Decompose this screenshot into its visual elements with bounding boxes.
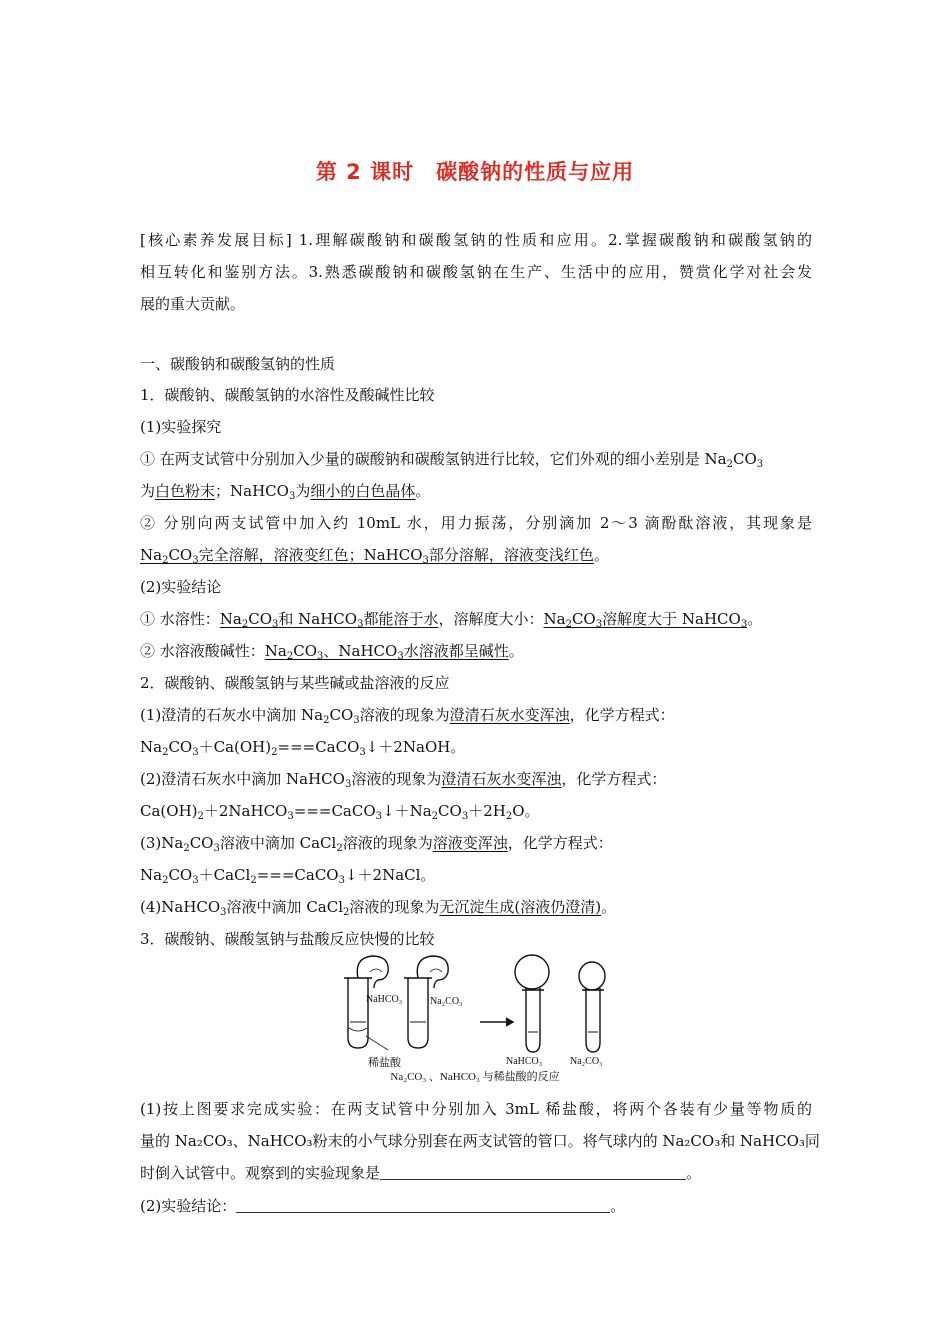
equation-1: $Na_2CO_3+Ca(OH)_2===CaCO_3↓+2NaOH$。 (140, 738, 466, 758)
reaction-4: (4)NaHCO$_3$溶液中滴加 CaCl$_2$溶液的现象为无沉淀生成(溶液仍澄清)。 (140, 898, 617, 918)
lesson-number: 第 2 课时 (315, 160, 415, 184)
conclusion-heading: (2)实验结论 (140, 578, 222, 596)
subsection-2: 2．碳酸钠、碳酸氢钠与某些碱或盐溶液的反应 (140, 674, 450, 692)
equation-2: $Ca(OH)_2+2NaHCO_3===CaCO_3↓+Na_2CO_3+2H_2O$。 (140, 802, 540, 822)
balloon-middle (417, 956, 448, 988)
goals-line-2: 相互转化和鉴别方法。3.熟悉碳酸钠和碳酸氢钠在生产、生活中的应用，赞赏化学对社会发 (140, 263, 812, 281)
question-2: (2)实验结论： 。 (140, 1197, 626, 1215)
label-acid: 稀盐酸 (368, 1057, 401, 1069)
label-nahco3-after: NaHCO₃ (506, 1056, 543, 1067)
conclusion-2: ② 水溶液酸碱性：$Na_2CO_3$、NaHCO$_3$水溶液都呈碱性。 (140, 642, 524, 662)
reaction-3: $(3)Na_2CO_3$溶液中滴加 CaCl$_2$溶液的现象为溶液变浑浊，化学方程式： (140, 834, 613, 854)
section-heading: 一、碳酸钠和碳酸氢钠的性质 (140, 355, 336, 373)
equation-3: $Na_2CO_3+CaCl_2===CaCO_3↓+2NaCl$。 (140, 866, 436, 886)
test-tube-right-2 (586, 988, 600, 1052)
balloon-large (515, 955, 549, 989)
answer-blank-1[interactable] (380, 1165, 686, 1180)
subsection-3: 3．碳酸钠、碳酸氢钠与盐酸反应快慢的比较 (140, 930, 435, 948)
goals-line-1: [核心素养发展目标] 1.理解碳酸钠和碳酸氢钠的性质和应用。2.掌握碳酸钠和碳酸氢钠的 (140, 231, 812, 249)
page-title (0, 156, 950, 186)
reaction-2: (2)澄清石灰水中滴加 NaHCO$_3$溶液的现象为澄清石灰水变浑浊，化学方程式： (140, 770, 667, 790)
subsection-1: 1．碳酸钠、碳酸氢钠的水溶性及酸碱性比较 (140, 386, 435, 404)
test-tube-middle (408, 978, 428, 1048)
reaction-1: (1)澄清的石灰水中滴加 $Na_2CO_3$溶液的现象为澄清石灰水变浑浊，化学方程式： (140, 706, 675, 726)
paragraph-1: ① 在两支试管中分别加入少量的碳酸钠和碳酸氢钠进行比较，它们外观的细小差别是 $Na_2CO_3$ (140, 450, 764, 470)
question-1-line-3: 时倒入试管中。观察到的实验现象是 。 (140, 1164, 702, 1182)
label-nahco3: NaHCO₃ (366, 994, 403, 1005)
paragraph-2b: $Na_2CO_3$完全溶解，溶液变红色；NaHCO$_3$部分溶解，溶液变浅红色。 (140, 546, 609, 566)
question-1-line-1: (1)按上图要求完成实验：在两支试管中分别加入 3mL 稀盐酸，将两个各装有少量等物质的 (140, 1100, 812, 1118)
experiment-heading: (1)实验探究 (140, 418, 222, 436)
answer-blank-2[interactable] (236, 1198, 610, 1213)
paragraph-2: ② 分别向两支试管中加入约 10mL 水，用力振荡，分别滴加 2～3 滴酚酞溶液，其现象是 (140, 514, 812, 532)
balloon-left (357, 956, 388, 988)
balloon-small (579, 962, 605, 990)
conclusion-1: ① 水溶性：$Na_2CO_3$和 NaHCO$_3$都能溶于水，溶解度大小：$Na_2CO_3$溶解度大于 NaHCO$_3$。 (140, 610, 763, 630)
question-1-line-2: 量的 Na₂CO₃、NaHCO₃粉末的小气球分别套在两支试管的管口。将气球内的 Na₂CO₃和 NaHCO₃同 (140, 1132, 820, 1150)
label-na2co3: Na₂CO₃ (430, 996, 463, 1007)
test-tube-left (348, 978, 368, 1048)
test-tube-right-1 (526, 988, 540, 1052)
paragraph-1b: 为白色粉末；NaHCO$_3$为细小的白色晶体。 (140, 482, 431, 502)
figure-caption: Na₂CO₃ 、NaHCO₃ 与稀盐酸的反应 (390, 1071, 560, 1083)
goals-line-3: 展的重大贡献。 (140, 295, 246, 313)
label-na2co3-after: Na₂CO₃ (570, 1056, 603, 1067)
lesson-title: 碳酸钠的性质与应用 (436, 160, 635, 184)
